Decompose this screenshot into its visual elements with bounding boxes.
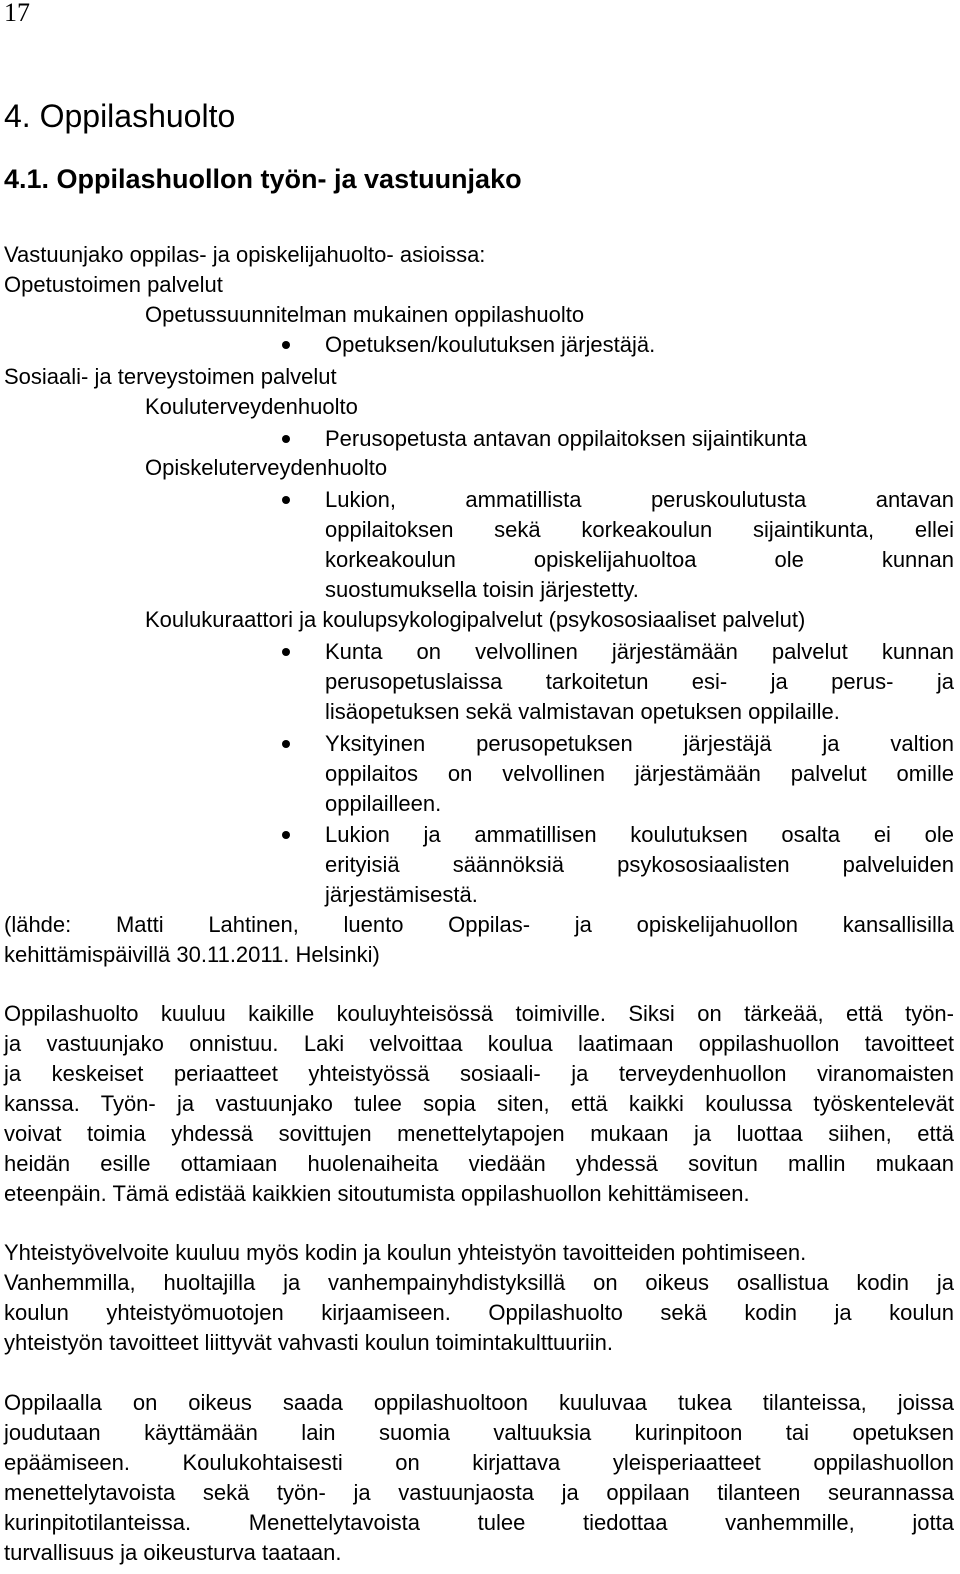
paragraph-line: epäämiseen. Koulukohtaisesti on kirjattava yleisperiaatteet oppilashuollon bbox=[4, 1450, 954, 1475]
bullet-text: oppilaitoksen sekä korkeakoulun sijaintikunta, ellei bbox=[325, 517, 954, 542]
bullet-text: suostumuksella toisin järjestetty. bbox=[325, 577, 639, 602]
paragraph-line: Oppilaalla on oikeus saada oppilashuoltoon kuuluvaa tukea tilanteissa, joissa bbox=[4, 1390, 954, 1415]
bullet-text: Opetuksen/koulutuksen järjestäjä. bbox=[325, 332, 656, 357]
intro-line: Vastuunjako oppilas- ja opiskelijahuolto- asioissa: bbox=[4, 242, 486, 267]
bullet-text: Kunta on velvollinen järjestämään palvelut kunnan bbox=[325, 639, 954, 664]
bullet-text: perusopetuslaissa tarkoitetun esi- ja perus- ja bbox=[325, 669, 954, 694]
paragraph-line: eteenpäin. Tämä edistää kaikkien sitoutumista oppilashuollon kehittämiseen. bbox=[4, 1181, 750, 1206]
bullet-text: lisäopetuksen sekä valmistavan opetuksen oppilaille. bbox=[325, 699, 840, 724]
paragraph-line: yhteistyön tavoitteet liittyvät vahvasti koulun toimintakulttuuriin. bbox=[4, 1330, 613, 1355]
bullet-text: järjestämisestä. bbox=[325, 882, 478, 907]
intro-line: Opetussuunnitelman mukainen oppilashuolto bbox=[145, 302, 585, 327]
service-name: Koulukuraattori ja koulupsykologipalvelut (psykososiaaliset palvelut) bbox=[145, 607, 806, 632]
bullet-text: Perusopetusta antavan oppilaitoksen sijaintikunta bbox=[325, 426, 807, 451]
paragraph-line: ja vastuunjako onnistuu. Laki velvoittaa koulua laatimaan oppilashuollon tavoitteet bbox=[4, 1031, 954, 1056]
bullet-text: Yksityinen perusopetuksen järjestäjä ja valtion bbox=[325, 731, 954, 756]
bullet-text: oppilailleen. bbox=[325, 791, 442, 816]
bullet-icon bbox=[282, 740, 290, 748]
bullet-icon bbox=[282, 435, 290, 443]
intro-line: Opetustoimen palvelut bbox=[4, 272, 223, 297]
source-line: (lähde: Matti Lahtinen, luento Oppilas- ja opiskelijahuollon kansallisilla bbox=[4, 912, 954, 937]
bullet-icon bbox=[282, 648, 290, 656]
paragraph-line: turvallisuus ja oikeusturva taataan. bbox=[4, 1540, 342, 1565]
paragraph-line: voivat toimia yhdessä sovittujen menettelytapojen mukaan ja luottaa siihen, että bbox=[4, 1121, 954, 1146]
bullet-icon bbox=[282, 496, 290, 504]
bullet-text: erityisiä säännöksiä psykososiaalisten palveluiden bbox=[325, 852, 954, 877]
bullet-text: oppilaitos on velvollinen järjestämään palvelut omille bbox=[325, 761, 954, 786]
bullet-text: Lukion, ammatillista peruskoulutusta antavan bbox=[325, 487, 954, 512]
page-number: 17 bbox=[4, 0, 30, 27]
paragraph-line: heidän esille ottamiaan huolenaiheita viedään yhdessä sovitun mallin mukaan bbox=[4, 1151, 954, 1176]
paragraph-line: koulun yhteistyömuotojen kirjaamiseen. Oppilashuolto sekä kodin ja koulun bbox=[4, 1300, 954, 1325]
bullet-icon bbox=[282, 831, 290, 839]
service-name: Kouluterveydenhuolto bbox=[145, 394, 358, 419]
section-heading: 4. Oppilashuolto bbox=[4, 98, 236, 134]
source-line: kehittämispäivillä 30.11.2011. Helsinki) bbox=[4, 942, 380, 967]
paragraph-line: Yhteistyövelvoite kuuluu myös kodin ja koulun yhteistyön tavoitteiden pohtimiseen. bbox=[4, 1240, 807, 1265]
bullet-icon bbox=[282, 341, 290, 349]
paragraph-line: Oppilashuolto kuuluu kaikille kouluyhteisössä toimiville. Siksi on tärkeää, että työn- bbox=[4, 1001, 954, 1026]
subsection-heading: 4.1. Oppilashuollon työn- ja vastuunjako bbox=[4, 164, 522, 194]
paragraph-line: joudutaan käyttämään lain suomia valtuuksia kurinpitoon tai opetuksen bbox=[4, 1420, 954, 1445]
paragraph-line: ja keskeiset periaatteet yhteistyössä sosiaali- ja terveydenhuollon viranomaisten bbox=[4, 1061, 954, 1086]
service-name: Opiskeluterveydenhuolto bbox=[145, 455, 388, 480]
paragraph-line: kanssa. Työn- ja vastuunjako tulee sopia siten, että kaikki koulussa työskentelevät bbox=[4, 1091, 954, 1116]
bullet-text: korkeakoulun opiskelijahuoltoa ole kunnan bbox=[325, 547, 954, 572]
paragraph-line: menettelytavoista sekä työn- ja vastuunjaosta ja oppilaan tilanteen seurannassa bbox=[4, 1480, 954, 1505]
services-title: Sosiaali- ja terveystoimen palvelut bbox=[4, 364, 337, 389]
paragraph-line: kurinpitotilanteissa. Menettelytavoista tulee tiedottaa vanhemmille, jotta bbox=[4, 1510, 954, 1535]
bullet-text: Lukion ja ammatillisen koulutuksen osalta ei ole bbox=[325, 822, 954, 847]
paragraph-line: Vanhemmilla, huoltajilla ja vanhempainyhdistyksillä on oikeus osallistua kodin ja bbox=[4, 1270, 954, 1295]
